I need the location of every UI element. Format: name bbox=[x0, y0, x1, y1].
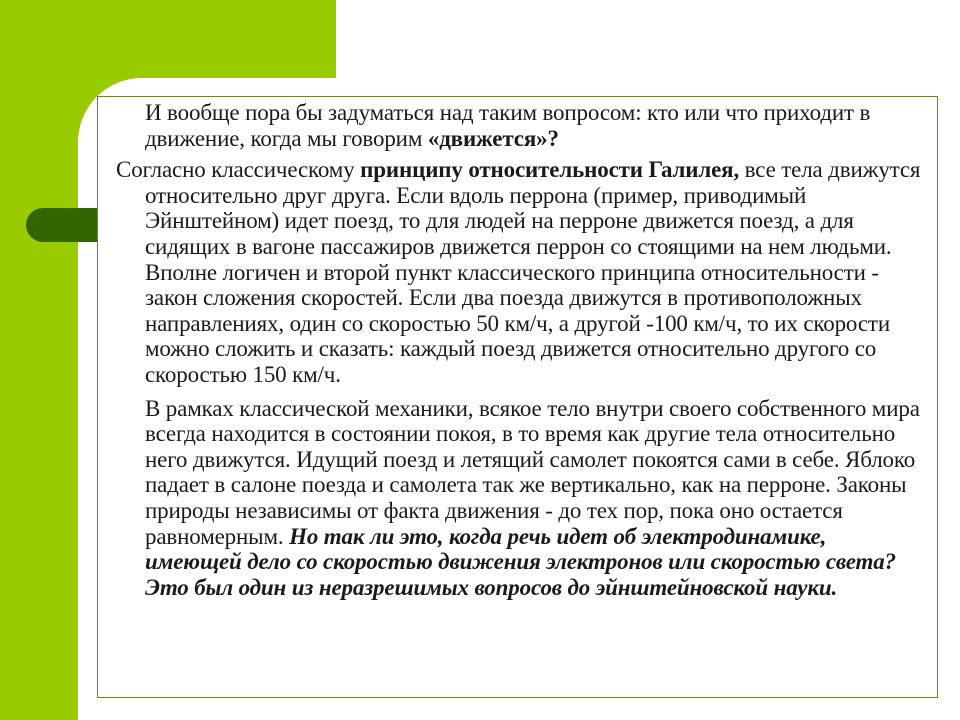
paragraph-question-text: И вообще пора бы задуматься над таким вопросом: кто или что приходит в движение, когда мы говорим bbox=[145, 100, 871, 151]
paragraph-galileo-lead: Согласно классическому bbox=[116, 157, 361, 183]
paragraph-mechanics-bold-italic: Но так ли это, когда речь идет об электродинамике, имеющей дело со скоростью движения электронов или скоростью света? Это был один из неразрешимых вопросов до эйнштейновской науки. bbox=[145, 523, 896, 600]
paragraph-question bbox=[116, 100, 928, 151]
paragraph-galileo-rest: все тела движутся относительно друг друга. Если вдоль перрона (пример, приводимый Эйнштейном) идет поезд, то для людей на перроне движется поезд, а для сидящих в вагоне пассажиров движется перрон со стоящими на нем людьми. Вполне логичен и второй пункт классического принципа относительности - закон сложения скоростей. Если два поезда движутся в противоположных направлениях, один со скоростью 50 км/ч, а другой -100 км/ч, то их скорости можно сложить и сказать: каждый поезд движется относительно другого со скоростью 150 км/ч. bbox=[145, 157, 921, 387]
paragraph-galileo-bold: принципу относительности Галилея, bbox=[360, 157, 740, 183]
slide-body-text bbox=[116, 100, 928, 600]
paragraph-question-bold: «движется»? bbox=[427, 125, 559, 151]
paragraph-classical-mechanics bbox=[116, 396, 928, 601]
paragraph-mechanics-text: В рамках классической механики, всякое тело внутри своего собственного мира всегда находится в состоянии покоя, в то время как другие тела относительно него движутся. Идущий поезд и летящий самолет покоятся сами в себе. Яблоко падает в салоне поезда и самолета так же вертикально, как на перроне. Законы природы независимы от факта движения - до тех пор, пока оно остается равномерным. bbox=[145, 395, 920, 549]
paragraph-galileo bbox=[116, 157, 928, 387]
